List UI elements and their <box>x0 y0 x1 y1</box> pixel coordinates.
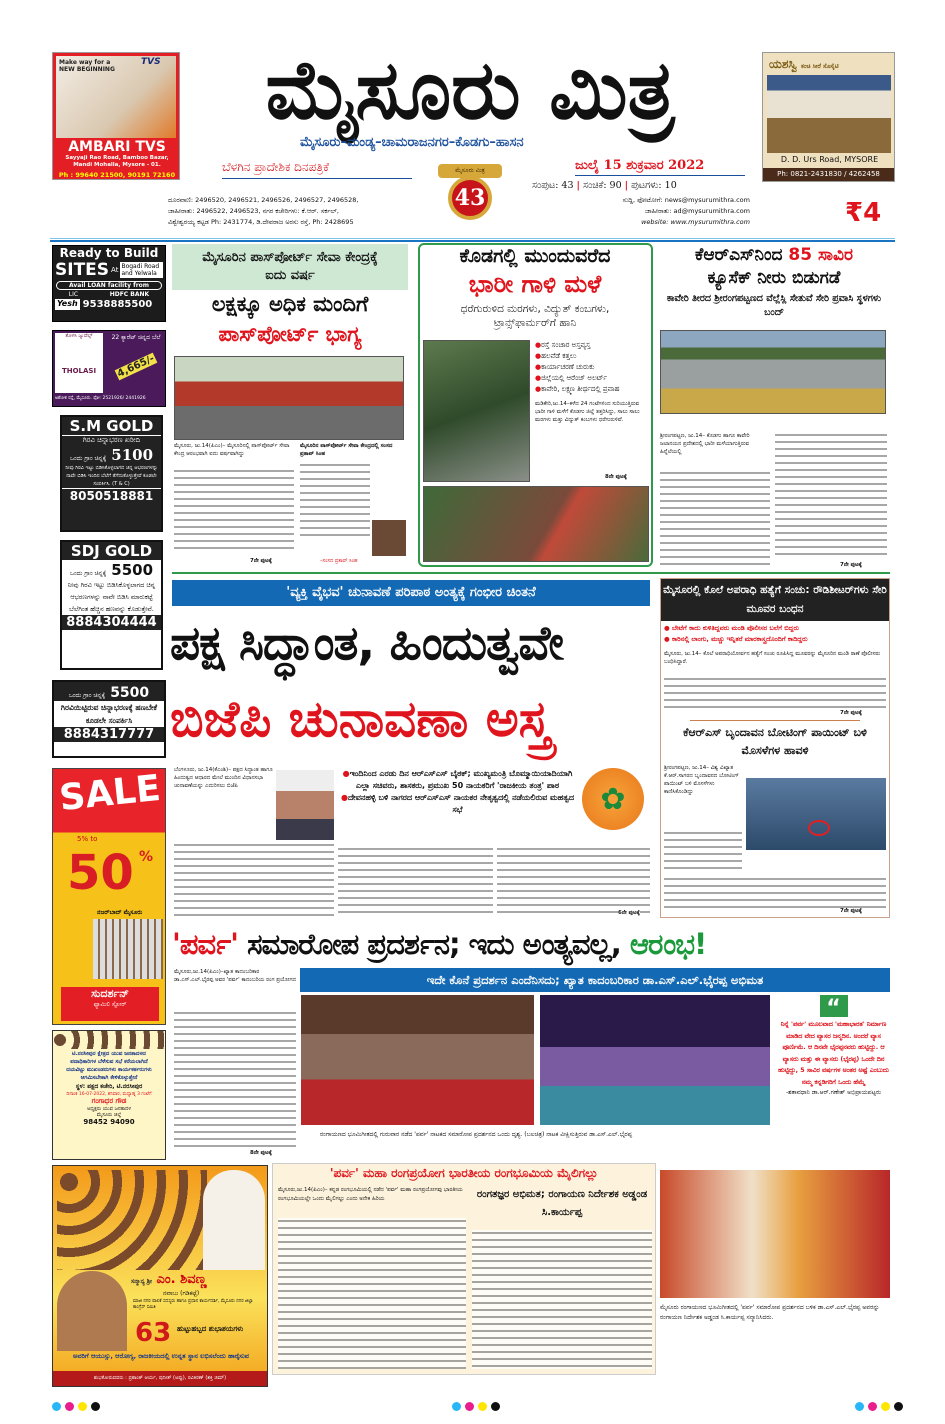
contact-emails <box>565 195 750 228</box>
bjp-lead: ಬೆಂಗಳೂರು, ಜು.14(ಕೆಎಂಶಿ)– ಪಕ್ಷದ ಸಿದ್ಧಾಂತ ಹಾಗೂ ಹಿಂದುತ್ವದ ಆಧಾರದ ಮೇಲೆ ಮುಂದಿನ ವಿಧಾನಸಭಾ ಚುನಾವಣೆಯನ್ನು ಎದುರಿಸಲು ಬಿಜೆಪಿ <box>174 767 273 789</box>
crime-divider <box>690 720 860 721</box>
birthday-age: 63 <box>135 1318 172 1348</box>
tholasi-logo <box>55 333 103 393</box>
ad-phone: 8884304444 <box>62 615 161 630</box>
ad-heading: Ready to Build <box>59 246 159 260</box>
parva-lead: ಮೈಸೂರು,ಜು.14(ಪಿಎಂ)–ಖ್ಯಾತ ಕಾದಂಬರಿಕಾರ ಡಾ.ಎಸ್.ಎಲ್.ಭೈರಪ್ಪ ಅವರ 'ಪರ್ವ' ಕಾದಂಬರಿಯ ರಂಗ ಪ್ರಯೋಗದ <box>174 969 296 983</box>
passport-headline-1[interactable]: ಲಕ್ಷಕ್ಕೂ ಅಧಿಕ ಮಂದಿಗೆ <box>211 292 369 316</box>
yashasvi-ad[interactable] <box>762 52 895 182</box>
section-divider <box>172 572 890 574</box>
registration-marks <box>52 1396 104 1415</box>
chief-minister-photo <box>276 770 334 840</box>
kodagu-lead: ಮಡಿಕೇರಿ,ಜು.14–ಕಳೆದ 24 ಗಂಟೆಗಳಿಂದ ಸುರಿಯುತ್ತಿರುವ ಭಾರೀ ಗಾಳಿ ಮಳೆಗೆ ಕೊಡಗು ಜಿಲ್ಲೆ ತತ್ತರಿಸಿದ್ದು, ಸಾಲು ಸಾಲು ಮರಗಳು ಮತ್ತು ವಿದ್ಯುತ್ ಕಂಬಗಳು ಧರೆಗುರುಳಿವೆ. <box>535 401 640 423</box>
bank-hdfc: HDFC BANK <box>109 291 150 298</box>
page-count: ಪುಟಗಳು: 10 <box>631 180 677 191</box>
ad-desc: ಗಿರವಿಯಿಟ್ಟಿರುವ ಚಿನ್ನಾಭರಣಕ್ಕೆ ಹಣಬೇಕೆ ಕೂಡಲೇ ಸಂಪರ್ಕಿಸಿ <box>60 703 158 725</box>
kodagu-headline-1[interactable]: ಕೊಡಗಲ್ಲಿ ಮುಂದುವರೆದ <box>459 245 611 267</box>
crime-headline[interactable]: ಮೈಸೂರಲ್ಲಿ ಕೊಲೆ ಅಪರಾಧಿ ಹತ್ಯೆಗೆ ಸಂಚು: ರೌಡಿಶೀಟರ್‌ಗಳು ಸೇರಿ ಮೂವರ ಬಂಧನ <box>661 579 889 621</box>
phone-line: ಜಾಹೀರಾತು: 2496522, 2496523, ನಗರ ಕಚೇರಿಗಳು: ಕೆ.ಆರ್. ಸರ್ಕಲ್, <box>168 207 339 215</box>
masthead-regions: ಮೈಸೂರು–ಮಂಡ್ಯ–ಚಾಮರಾಜನಗರ–ಕೊಡಗು–ಹಾಸನ <box>300 135 524 150</box>
parva-continue[interactable]: 8ನೇ ಪುಟಕ್ಕೆ <box>250 1150 272 1156</box>
page-count-issue: ಸಂಚಿಕೆ: 90 <box>583 180 622 191</box>
audience-photo <box>301 995 534 1125</box>
quote-attribution: -ಶತಾವಧಾನಿ ಡಾ.ಆರ್.ಗಣೇಶ್ ಅಭಿಪ್ರಾಯಪಟ್ಟರು <box>785 1089 882 1096</box>
issue-date: ಜುಲೈ 15 ಶುಕ್ರವಾರ 2022 <box>575 158 745 176</box>
bullet-item: ●ರಸ್ತೆ ಸಂಚಾರ ಅಸ್ತವ್ಯಸ್ತ <box>535 341 591 349</box>
masthead-tagline: ಬೆಳಗಿನ ಪ್ರಾದೇಶಿಕ ದಿನಪತ್ರಿಕೆ <box>222 160 412 179</box>
ad-sites: SITES <box>55 260 110 280</box>
ad-loan: Avail LOAN facility from <box>56 281 162 290</box>
sale-location: ನಜರ್‌ಬಾದ್ ಮೈಸೂರು <box>97 909 143 916</box>
wellesley-bridge-photo <box>660 330 886 414</box>
bjp-lotus-logo: ✿ <box>582 768 644 830</box>
bjp-body-col-3 <box>497 846 650 918</box>
milestone-subhead: ರಂಗತಜ್ಞರ ಅಭಿಮತ; ರಂಗಾಯಣ ನಿರ್ದೇಶಕ ಅಡ್ಡಂಡ ಸಿ.ಕಾರ್ಯಪ್ಪ <box>476 1189 648 1218</box>
kodagu-continue[interactable]: 8ನೇ ಪುಟಕ್ಕೆ <box>605 474 627 480</box>
crocodile-continue[interactable]: 7ನೇ ಪುಟಕ್ಕೆ <box>840 908 862 914</box>
masthead-title: ಮೈಸೂರು ಮಿತ್ರ <box>265 42 675 138</box>
krs-continue[interactable]: 7ನೇ ಪುಟಕ್ಕೆ <box>840 562 862 568</box>
ad-date: ದಿನಾಂಕ 16-07-2022, ಶನಿವಾರ, ಮಧ್ಯಾಹ್ನ 3 ಗಂಟೆಗೆ <box>66 1092 152 1097</box>
ad-contact <box>53 298 165 311</box>
ad-phone: 9538885500 <box>82 299 153 310</box>
ad-banks <box>53 291 165 298</box>
bullet-item: ●ಕಾರ್ಯಾಚರಣೆ ಚುರುಕು <box>535 363 595 371</box>
passport-credit: –ಸಂಸದ ಪ್ರತಾಪ್ ಸಿಂಹ <box>320 558 358 564</box>
anniversary-badge <box>432 160 508 230</box>
honoree-name: ಸನ್ಮಾನ್ಯ ಶ್ರೀ ಎಂ. ಶಿವಣ್ಣ <box>131 1272 207 1287</box>
kodagu-headline-2[interactable]: ಭಾರೀ ಗಾಳಿ ಮಳೆ <box>468 270 602 298</box>
bjp-body-col-2 <box>338 846 493 918</box>
bullet-item: ● ಕಾರಿನಲ್ಲಿ ಲಾಂಗು, ಮಚ್ಚು ಇನ್ನಿತರೆ ಮಾರಕಾಸ್ತ್ರದೊಂದಿಗೆ ಕಾದಿದ್ದರು <box>664 635 808 643</box>
crocodile-water-photo <box>746 778 886 850</box>
bjp-body-col-1 <box>174 842 334 918</box>
crocodile-body-text <box>664 876 886 908</box>
milestone-body-col-1 <box>278 1218 466 1369</box>
leader-photos <box>53 1031 165 1049</box>
crocodile-body-left <box>664 830 742 874</box>
sale-percent-sign: % <box>139 849 154 865</box>
passport-body-text <box>174 468 294 554</box>
ad-price-row: ಒಂದು ಗ್ರಾಂ ಚಿನ್ನಕ್ಕೆ 5100 <box>69 446 154 464</box>
price: ₹4 <box>845 198 882 228</box>
yesh-sites-ad[interactable] <box>52 245 166 322</box>
ad-name: ಯಶಸ್ವಿ ಕಂಚಿ ಸೀರೆ ಸೊಸೈಟಿ <box>769 57 839 71</box>
krs-lead: ಶ್ರೀರಂಗಪಟ್ಟಣ, ಜು.14– ಕೊಡಗು ಹಾಗೂ ಕಾವೇರಿ ಜಲಾನಯನ ಪ್ರದೇಶದಲ್ಲಿ ಭಾರೀ ಮಳೆಯಾಗುತ್ತಿರುವ ಹಿನ್ನೆಲೆಯಲ್ಲಿ <box>660 433 750 455</box>
parva-caption: ರಂಗಾಯಣದ ಭೂಮಿಗೀತದಲ್ಲಿ ಗುರುವಾರ ನಡೆದ 'ಪರ್ವ' ನಾಟಕದ ಸಮಾರೋಪ ಪ್ರದರ್ಶನದ ಒಂದು ದೃಶ್ಯ. (ಬಲಚಿತ್ರ) ನಾಟಕ ವೀಕ್ಷಿಸುತ್ತಿರುವ ಡಾ.ಎಸ್.ಎಲ್.ಭೈರಪ್ಪ <box>320 1131 633 1138</box>
phone-line: ದೂರವಾಣಿ: 2496520, 2496521, 2496526, 2496527, 2496528, <box>168 196 359 204</box>
bullet-item: ●ಕಾವೇರಿ, ಲಕ್ಷ್ಮಣ ತೀರ್ಥದಲ್ಲಿ ಪ್ರವಾಹ <box>535 385 620 393</box>
krs-body-text <box>660 470 770 565</box>
website-link[interactable]: website: www.mysurumithra.com <box>641 218 750 226</box>
ad-price-row: ಒಂದು ಗ್ರಾಂ ಚಿನ್ನಕ್ಕೆ 5500 <box>69 561 154 579</box>
badge-number: 43 <box>448 176 492 220</box>
quote-icon: “ <box>820 995 848 1017</box>
ad-address: D. D. Urs Road, MYSORE <box>780 155 879 164</box>
milestone-body-col-2 <box>472 1230 652 1369</box>
stage-performance-photo <box>540 995 770 1125</box>
landslide-photo <box>423 486 649 562</box>
ad-price: 5500 <box>110 685 150 701</box>
honoree-desc: ಮಾಜಿ ನಗರ ಪಾಲಿಕೆ ಸದಸ್ಯರು ಹಾಗೂ ಪ್ರಧಾನ ಕಾರ್ಯದರ್ಶಿ, ಮೈಸೂರು ನಗರ ಜಿಲ್ಲಾ ಕಾಂಗ್ರೆಸ್ ಸಮಿತಿ <box>133 1299 254 1310</box>
sale-title: SALE <box>57 767 163 820</box>
ad-text: ಟಿ.ನರಸೀಪುರ ಕ್ಷೇತ್ರದ ಯುವ ಜನತಾದಳದ ಪದಾಧಿಕಾರಿಗಳ ಬೆಳೆಸುವ ಸಭೆ ಕರೆಯಲಾಗಿದೆ ದಯವಿಟ್ಟು ಮುಖಂಡರುಗಳು ಕಾರ್ಯಕರ್ತರುಗಳು ಆಗಮಿಸಬೇಕಾಗಿ ಕೇಳಿಕೊಳ್ಳುತ್ತೇನೆ <box>66 1051 152 1081</box>
passport-continue[interactable]: 7ನೇ ಪುಟಕ್ಕೆ <box>250 558 272 564</box>
bank-lic: LIC <box>68 291 79 298</box>
sm-gold-ad[interactable] <box>60 415 163 532</box>
ad-price: 5100 <box>111 446 154 464</box>
tholasi-ad[interactable] <box>52 330 166 407</box>
ad-name: S.M GOLD <box>69 417 154 435</box>
ad-price: 5500 <box>111 561 154 579</box>
sudarshan-logo: ಸುದರ್ಶನ್ ಫ್ಯಾಮಿಲಿ ಸ್ಟೋರ್ <box>61 987 159 1021</box>
crime-continue[interactable]: 7ನೇ ಪುಟಕ್ಕೆ <box>840 710 862 716</box>
parva-headline[interactable]: 'ಪರ್ವ' ಸಮಾರೋಪ ಪ್ರದರ್ಶನ; ಇದು ಅಂತ್ಯವಲ್ಲ, ಆರಂಭ! <box>172 927 707 961</box>
honoree-sub: ನವಾಬು (ಗಡಿಕಟ್ಟೆ) <box>163 1290 200 1297</box>
ad-sites-row <box>53 260 165 280</box>
issue-meta: ಸಂಪುಟ: 43 | ಸಂಚಿಕೆ: 90 | ಪುಟಗಳು: 10 <box>532 180 677 191</box>
jds-meeting-ad[interactable] <box>52 1030 166 1160</box>
ambari-tvs-ad[interactable] <box>52 52 180 180</box>
fallen-pole-photo <box>423 340 530 482</box>
ad-price-row: ಒಂದು ಗ್ರಾಂ ಚಿನ್ನಕ್ಕೆ 5500 <box>54 682 164 701</box>
sdj-gold-ad[interactable] <box>60 540 163 670</box>
passport-kicker: ಮೈಸೂರಿನ ಪಾಸ್‌ಪೋರ್ಟ್ ಸೇವಾ ಕೇಂದ್ರಕ್ಕೆ ಐದು ವರ್ಷ <box>172 244 408 290</box>
news-email[interactable]: ಸುದ್ದಿ, ಫೋಟೋಗೆ: news@mysurumithra.com <box>622 196 750 204</box>
registration-marks <box>452 1396 504 1415</box>
bjp-headline-1[interactable]: ಪಕ್ಷ ಸಿದ್ಧಾಂತ, ಹಿಂದುತ್ವವೇ <box>170 616 563 671</box>
ad-tagline: Make way for a NEW BEGINNING <box>59 59 115 73</box>
ad-phone: 8884317777 <box>54 727 164 742</box>
ad-phone: 8050518881 <box>62 488 161 503</box>
phone-line: ವಿಶ್ವೇಶ್ವರಯ್ಯ ಕಟ್ಟಡ Ph: 2431774, ಡಿ.ದೇವರಾಜ ಅರಸು ರಸ್ತೆ, Ph: 2428695 <box>168 218 354 226</box>
passport-headline-2[interactable]: ಪಾಸ್‌ಪೋರ್ಟ್ ಭಾಗ್ಯ <box>218 322 362 346</box>
volume: ಸಂಪುಟ: 43 <box>532 180 574 191</box>
bjp-highlights: ●ಇಂದಿನಿಂದ ಎರಡು ದಿನ ಆರ್‌ಎಸ್‌ಎಸ್ ಬೈಠಕ್; ಮುಖ್ಯಮಂತ್ರಿ ಬೊಮ್ಮಾಯಿಯಾದಿಯಾಗಿ ಎಲ್ಲಾ ಸಚಿವರು, ಶಾಸಕರು, ಪ್ರಮುಖ 50 ನಾಯಕರಿಗೆ 'ರಾಜಕೀಯ ತಂತ್ರ' ಪಾಠ ●ದೇವನಹಳ್ಳಿ ಬಳಿ ನಾಗರದ ಆರ್‌ಎಸ್‌ಎಸ್ ನಾಯಕರ ನೇತೃತ್ವದಲ್ಲಿ ನಡೆಯಲಿರುವ ಮಹತ್ವದ ಸಭೆ <box>340 769 575 814</box>
crime-bullets <box>664 623 888 645</box>
ad-location: Bogadi Road and Yelwala <box>120 262 163 278</box>
ad-carat: 22 ಕ್ಯಾರೆಟ್ ಚಿನ್ನದ ಬೆಲೆ <box>111 334 161 341</box>
ad-name: SDJ GOLD <box>62 542 161 560</box>
masthead-divider <box>50 238 895 242</box>
gold-5500-ad[interactable] <box>52 680 166 758</box>
krs-headline-2[interactable]: ಕ್ಯೂಸೆಕ್ ನೀರು ಬಿಡುಗಡೆ <box>707 268 841 288</box>
ad-phone: Ph: 0821-2431830 / 4262458 <box>763 168 894 181</box>
birthday-greeting: ಹುಟ್ಟುಹಬ್ಬದ ಶುಭಾಶಯಗಳು <box>177 1325 244 1333</box>
krs-headline-1[interactable]: ಕೆಆರ್‌ಎಸ್‌ನಿಂದ 85 ಸಾವಿರ <box>695 245 853 265</box>
crocodile-headline[interactable]: ಕೆಆರ್‌ಎಸ್ ಬೃಂದಾವನ ಬೋಟಿಂಗ್ ಪಾಯಿಂಟ್ ಬಳಿ ಮೊಸಳೆಗಳ ಹಾವಳಿ <box>683 726 867 757</box>
ad-name: ಗಂಗಾಧರ ಗೌಡ <box>91 1097 127 1105</box>
tvs-logo: TVS <box>141 57 161 67</box>
milestone-headline[interactable]: 'ಪರ್ವ' ಮಹಾ ರಂಗಪ್ರಯೋಗ ಭಾರತೀಯ ರಂಗಭೂಮಿಯ ಮೈಲಿಗಲ್ಲು <box>329 1166 599 1180</box>
sale-percent: 50 <box>67 845 134 901</box>
ad-phone: Ph : 99640 21500, 90191 72160 <box>58 171 176 179</box>
ad-address: Sayyaji Rao Road, Bamboo Bazar, Mandi Mohalla, Mysore - 01. <box>65 155 169 168</box>
birthday-ad[interactable] <box>52 1165 268 1387</box>
felicitation-caption: ಮೈಸೂರು ರಂಗಾಯಣದ ಭೂಮಿಗೀತದಲ್ಲಿ 'ಪರ್ವ' ಸಮಾರೋಪ ಪ್ರದರ್ಶನದ ಬಳಿಕ ಡಾ.ಎಸ್.ಎಲ್.ಭೈರಪ್ಪ ಅವರನ್ನು ರಂಗಾಯಣ ನಿರ್ದೇಶಕ ಅಡ್ಡಂಡ ಸಿ.ಕಾರ್ಯಪ್ಪ ಸನ್ಮಾನಿಸಿದರು. <box>660 1304 880 1321</box>
ad-line: ಗಿರವಿ ಚಿನ್ನಾಭರಣ ಖರೀದಿ <box>62 435 161 445</box>
ad-price-tag: 4,665/- <box>115 353 157 380</box>
kodagu-subhead: ಧರೆಗುರುಳಿದ ಮರಗಳು, ವಿದ್ಯುತ್ ಕಂಬಗಳು, ಟ್ರಾನ್ಸ್‌ಫಾರ್ಮರ್‌ಗೆ ಹಾನಿ <box>460 303 610 329</box>
registration-marks <box>855 1396 907 1415</box>
birthday-wish: ಅವರಿಗೆ ಆಯುಸ್ಸು, ಆರೋಗ್ಯ, ರಾಜಕೀಯದಲ್ಲಿ ಉನ್ನತ ಸ್ಥಾನ ಲಭಿಸಲೆಂದು ಹಾರೈಸುವ <box>73 1352 249 1360</box>
krs-body-text-2 <box>775 432 887 560</box>
honoree-photo <box>57 1271 127 1351</box>
ad-at: At <box>111 266 119 274</box>
sale-range: 5% to <box>77 835 98 843</box>
ad-name: THOLASI <box>61 367 97 375</box>
ad-desc: ನೀವು ಗಿರವಿ ಇಟ್ಟು ಬಿಡಿಸಿಕೊಳ್ಳಲಾಗದ ಚಿನ್ನ ಆಭರಣಗಳನ್ನು ನಾವೇ ಬಿಡಿಸಿ ಇಂದಿನ ಬೆಲೆಗೆ ತೆಗೆದುಕೊಳ್ಳುತ್ತೇವೆ ಕೂಡಲೇ ಸಂಪರ್ಕಿಸಿ. (T & C) <box>65 465 158 487</box>
badge-ribbon: ಮೈಸೂರು ಮಿತ್ರ <box>438 164 502 178</box>
crime-body-text <box>664 676 886 708</box>
ad-building-photo <box>767 75 891 153</box>
parva-subhead: ಇದೇ ಕೊನೆ ಪ್ರದರ್ಶನ ಎಂದೆನಿಸದು; ಖ್ಯಾತ ಕಾದಂಬರಿಕಾರ ಡಾ.ಎಸ್.ಎಲ್.ಭೈರಪ್ಪ ಅಭಿಮತ <box>300 968 890 992</box>
bjp-continue[interactable]: 6ನೇ ಪುಟಕ್ಕೆ <box>618 910 640 916</box>
quote-text: ನಿನ್ನೆ 'ಪರ್ವ' ಮೂಲವಾದ 'ಮಹಾಭಾರತ' ನಿರ್ಮಾಣ ಮಾಡಿದ ವೇದ ವ್ಯಾಸರ ಜನ್ಮದಿನ. ಅಂದರೆ ವ್ಯಾಸ ಪೂರ್ಣಿಮೆ. ಆ ದಿನವೇ ಭೈರಪ್ಪನವರು ಹುಟ್ಟಿದ್ದು. ಆ ವ್ಯಾಸರು ಮತ್ತು ಈ ವ್ಯಾಸರು (ಭೈರಪ್ಪ) ಒಂದೇ ದಿನ ಹುಟ್ಟಿದ್ದು, 5 ಸಾವಿರ ವರ್ಷಗಳ ಅಂತರ ಅಷ್ಟೆ ಎಂಬುದು ನಮ್ಮ ಕನ್ನಡಿಗರಿಗೆ ಒಂದು ಹೆಮ್ಮೆ <box>778 1021 889 1086</box>
passport-side-text <box>300 462 370 538</box>
ad-email[interactable]: ಜಾಹೀರಾತು: ad@mysurumithra.com <box>645 207 750 215</box>
milestone-lead: ಮೈಸೂರು,ಜು.14(ಪಿಎಂ)– ಕನ್ನಡ ರಂಗಭೂಮಿಯಲ್ಲಿ ನಡೆದ 'ಪರ್ವ' ಮಹಾ ರಂಗಪ್ರಯೋಗವು ಭಾರತೀಯ ರಂಗಭೂಮಿಯಲ್ಲೇ ಒಂದು ಮೈಲಿಗಲ್ಲು ಎಂದು ಅನೇಕ ಹಿರಿಯ <box>278 1187 463 1202</box>
leader-photo <box>203 1170 265 1270</box>
ad-role: ಅಧ್ಯಕ್ಷರು ಯುವ ಜನತಾದಳ ಮೈಸೂರು ಜಿಲ್ಲೆ <box>87 1106 131 1118</box>
passport-lead: ಮೈಸೂರು, ಜು.14(ಪಿಎಂ)– ಮೈಸೂರಿನಲ್ಲಿ ಪಾಸ್‌ಪೋರ್ಟ್ ಸೇವಾ ಕೇಂದ್ರ ಆರಂಭವಾಗಿ ಐದು ವರ್ಷವಾಗಿದ್ದು <box>174 443 290 457</box>
ad-place: ಸ್ಥಳ: ಪಕ್ಷದ ಕಚೇರಿ, ಟಿ.ನರಸೀಪುರ <box>75 1083 143 1090</box>
yesh-logo: Yesh <box>57 299 78 308</box>
ad-desc: ನೀವು ಗಿರವಿ ಇಟ್ಟು ಬಿಡಿಸಿಕೊಳ್ಳಲಾಗದ ಚಿನ್ನ ಆಭರಣಗಳನ್ನು ನಾವೇ ಬಿಡಿಸಿ ಮಾರುಕಟ್ಟೆ ಬೆಲೆಗಿಂತ ಹೆಚ್ಚಿನ ಹಣವನ್ನು ಕೊಡುತ್ತೇವೆ. <box>67 581 156 613</box>
passport-office-photo <box>174 356 404 440</box>
quote-box <box>776 995 891 1160</box>
ad-phones: ಅಶೋಕ ರಸ್ತೆ, ಮೈಸೂರು. ಫೋ: 2521926/ 2441926 <box>55 396 146 401</box>
mp-portrait <box>372 520 406 556</box>
bullet-item: ● ಬೇಟೆಗೆ ಕಾದು ಕುಳಿತಿದ್ದವರು ಮಂಡಿ ಪೊಲೀಸರ ಬಲೆಗೆ ಬಿದ್ದರು <box>664 624 799 632</box>
crocodile-marker <box>808 820 830 836</box>
store-building <box>93 919 163 979</box>
supporter-photos <box>57 1170 207 1270</box>
felicitation-photo <box>660 1170 890 1298</box>
crime-lead: ಮೈಸೂರು, ಜು.14– ಕೊಲೆ ಅಪರಾಧಿಯೋರ್ವನ ಹತ್ಯೆಗೆ ಸಂಚು ರೂಪಿಸಿದ್ದ ಮೂವರನ್ನು ಮೈಸೂರಿನ ಮಂಡಿ ಠಾಣೆ ಪೊಲೀಸರು ಬಂಧಿಸಿದ್ದಾರೆ. <box>664 651 881 665</box>
ad-name: AMBARI TVS <box>68 139 166 155</box>
bullet-item: ●ಜಿಲ್ಲೆಯಲ್ಲಿ ಆರೆಂಜ್ ಅಲರ್ಟ್ <box>535 374 608 382</box>
bjp-kicker: 'ವ್ಯಕ್ತಿ ವೈಭವ' ಚುನಾವಣೆ ಪರಿಪಾಠ ಅಂತ್ಯಕ್ಕೆ ಗಂಭೀರ ಚಿಂತನೆ <box>172 580 650 606</box>
birthday-from: ಶುಭಕೋರುವವರು : ಪ್ರಶಾಂತ್ ಆರ್ಯ, ಪುನೀತ್ (ಅಪ್ಪು), ರವಿಕಿರಣ್ (ಶಕ್ತಿ ಜಿಮ್) <box>53 1371 267 1386</box>
ad-phone: 98452 94090 <box>83 1118 135 1126</box>
parva-body-text <box>174 1010 296 1148</box>
passport-side-note: ಮೈಸೂರಿನ ಪಾಸ್‌ಪೋರ್ಟ್ ಸೇವಾ ಕೇಂದ್ರದಲ್ಲಿ ಸಂಸದ ಪ್ರತಾಪ್ ಸಿಂಹ <box>300 443 393 457</box>
bjp-headline-2[interactable]: ಬಿಜೆಪಿ ಚುನಾವಣಾ ಅಸ್ತ್ರ <box>170 690 551 748</box>
kodagu-bullets <box>535 340 650 395</box>
sudarshan-sale-ad[interactable] <box>52 768 166 1025</box>
krs-subhead: ಕಾವೇರಿ ತೀರದ ಶ್ರೀರಂಗಪಟ್ಟಣದ ವೆಲ್ಲೆಸ್ಲಿ ಸೇತುವೆ ಸೇರಿ ಪ್ರವಾಸಿ ಸ್ಥಳಗಳು ಬಂದ್ <box>666 293 882 318</box>
crocodile-lead: ಶ್ರೀರಂಗಪಟ್ಟಣ, ಜು.14– ವಿಶ್ವ ವಿಖ್ಯಾತ ಕೆ.ಆರ್.ಸಾಗರದ ಬೃಂದಾವನದ ಬೋಟಿಂಗ್ ಪಾಯಿಂಟ್ ಬಳಿ ಮೊಸಳೆಗಳು ಕಾಣಿಸಿಕೊಂಡಿದ್ದು <box>664 765 739 795</box>
ad-top: ತೊಳಸಿ ಜ್ಯುವೆಲ್ಸ್ <box>65 333 93 339</box>
contact-phones <box>168 195 426 228</box>
bullet-item: ●ಹಲವೆಡೆ ಕತ್ತಲು <box>535 352 577 360</box>
